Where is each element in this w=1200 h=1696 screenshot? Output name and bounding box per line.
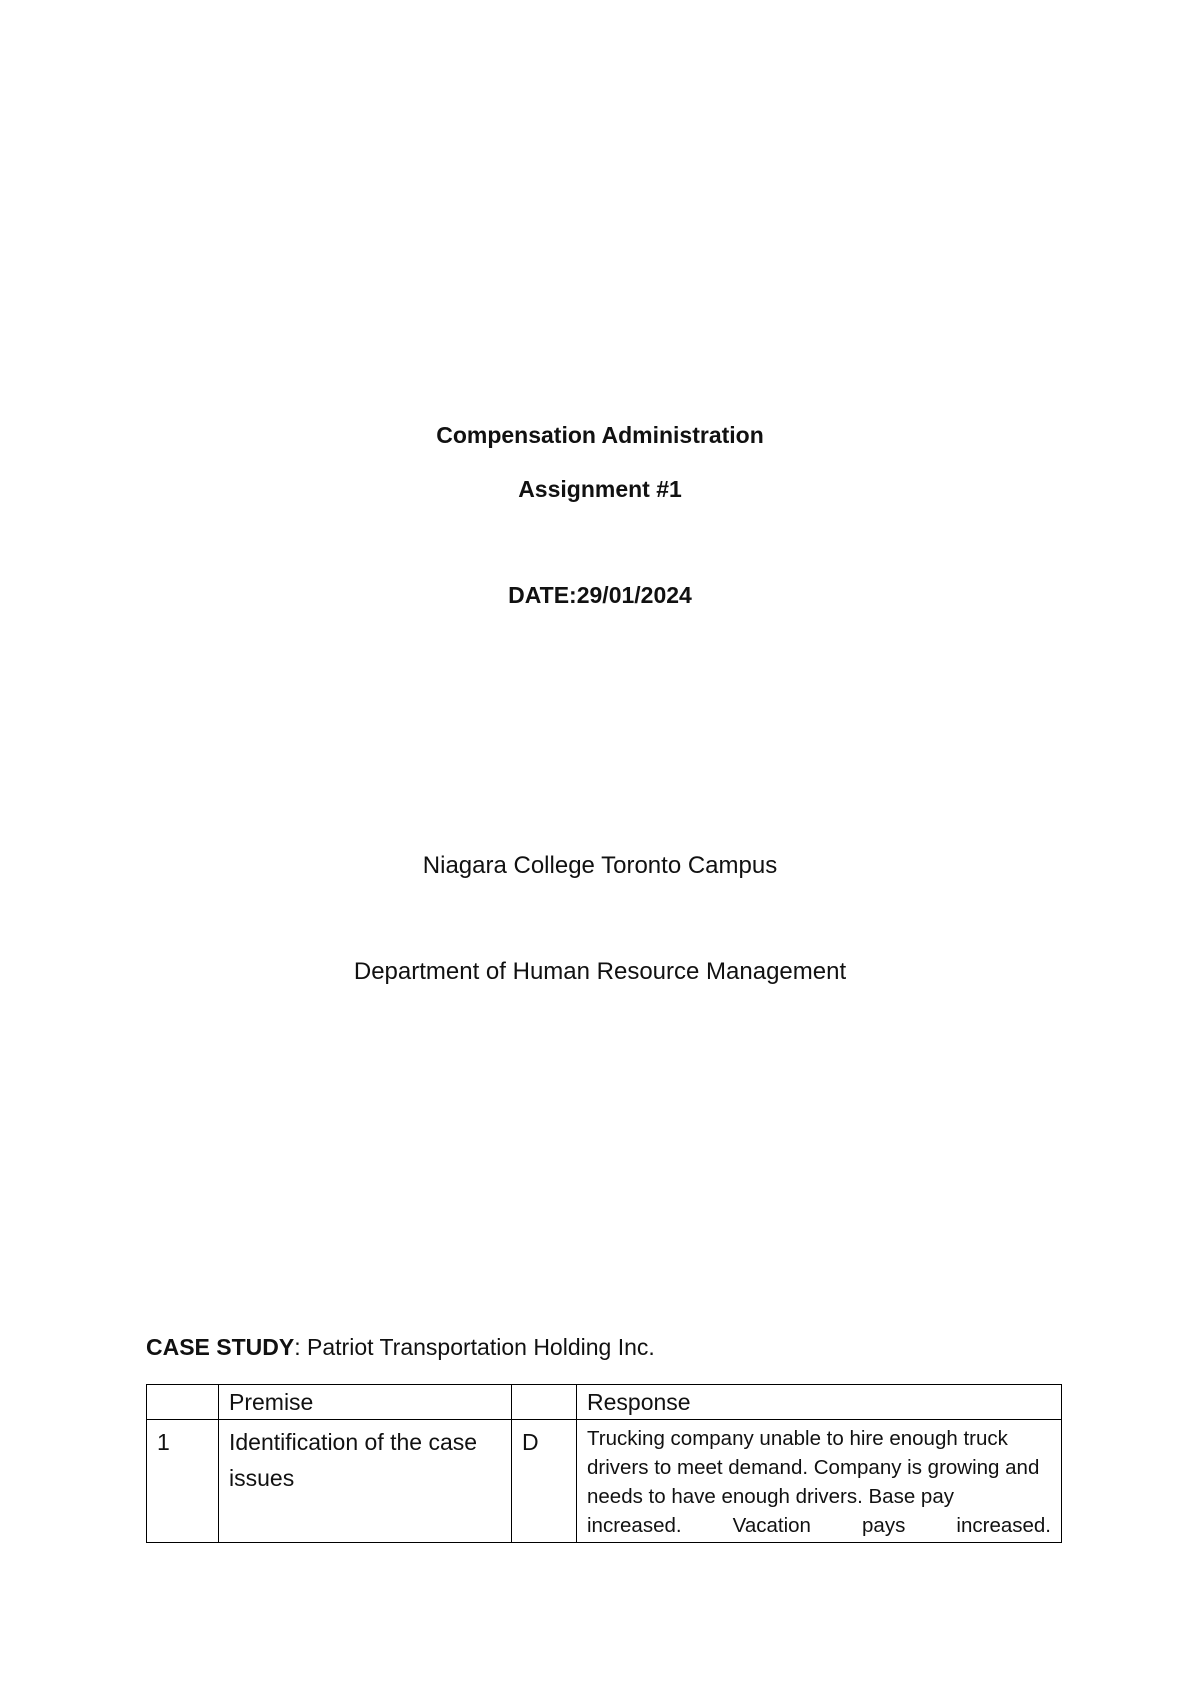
table-header-row bbox=[147, 1385, 1062, 1420]
row-response: Trucking company unable to hire enough truck drivers to meet demand. Company is growing and needs to have enough drivers. Base pay increased. Vacation pays increased. bbox=[577, 1420, 1062, 1543]
case-study-separator: : bbox=[294, 1334, 301, 1360]
case-analysis-table bbox=[146, 1384, 1062, 1543]
header-premise: Premise bbox=[219, 1385, 512, 1420]
assignment-date: DATE:29/01/2024 bbox=[508, 582, 692, 608]
assignment-number: Assignment #1 bbox=[518, 476, 682, 502]
department-name: Department of Human Resource Management bbox=[353, 958, 847, 985]
case-study-label: CASE STUDY bbox=[146, 1334, 295, 1360]
row-number: 1 bbox=[147, 1420, 219, 1543]
case-study-name: Patriot Transportation Holding Inc. bbox=[300, 1334, 655, 1360]
header-code bbox=[512, 1385, 577, 1420]
row-code: D bbox=[512, 1420, 577, 1543]
document-title: Compensation Administration bbox=[436, 422, 764, 448]
table-row bbox=[147, 1420, 1062, 1543]
header-response: Response bbox=[577, 1385, 1062, 1420]
case-study-heading bbox=[146, 1334, 655, 1361]
header-number bbox=[147, 1385, 219, 1420]
row-premise: Identification of the case issues bbox=[219, 1420, 512, 1543]
college-name: Niagara College Toronto Campus bbox=[422, 852, 778, 879]
